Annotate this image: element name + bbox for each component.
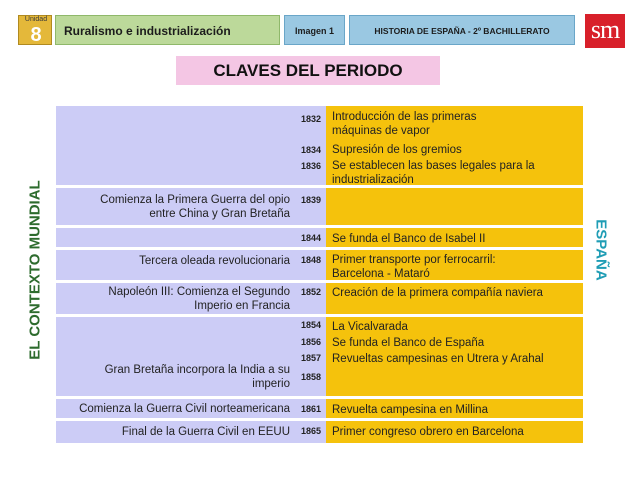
world-event (56, 250, 296, 280)
year: 1858 (300, 372, 322, 382)
table-row (56, 399, 583, 421)
world-event (56, 283, 296, 314)
spain-event (332, 253, 580, 281)
spain-event-line: Se establecen las bases legales para la (332, 160, 535, 172)
table-row (56, 421, 583, 443)
world-event-line: Comienza la Primera Guerra del opio (100, 193, 290, 206)
world-event-line: entre China y Gran Bretaña (149, 207, 290, 220)
unit-label: Unidad (24, 16, 48, 23)
spain-event: Revuelta campesina en Millina (332, 404, 488, 416)
spain-event: Se funda el Banco de Isabel II (332, 233, 486, 245)
year: 1852 (300, 287, 322, 297)
spain-event-line: máquinas de vapor (332, 125, 430, 137)
year: 1844 (300, 233, 322, 243)
page-title: CLAVES DEL PERIODO (176, 56, 440, 85)
spain-label (588, 200, 614, 300)
world-event-line: Imperio en Francia (194, 299, 290, 312)
unit-badge (18, 15, 52, 45)
world-event (56, 421, 296, 443)
spain-event: Revueltas campesinas en Utrera y Arahal (332, 353, 544, 365)
year: 1856 (300, 337, 322, 347)
unit-number: 8 (30, 24, 42, 46)
year: 1832 (300, 114, 322, 124)
table-row (56, 283, 583, 317)
spain-event: La Vicalvarada (332, 321, 408, 333)
world-event (56, 399, 296, 418)
spain-event-line: industrialización (332, 174, 414, 186)
spain-text: ESPAÑA (592, 219, 610, 281)
year: 1839 (300, 195, 322, 205)
publisher-logo: sm (585, 14, 625, 48)
table-row (56, 106, 583, 188)
world-context-label (22, 170, 48, 370)
year: 1836 (300, 161, 322, 171)
spain-event-line: Primer transporte por ferrocarril: (332, 254, 496, 266)
world-context-text: EL CONTEXTO MUNDIAL (26, 180, 44, 360)
world-event-line: Final de la Guerra Civil en EEUU (121, 426, 290, 438)
world-event-line: Napoleón III: Comienza el Segundo (108, 285, 290, 298)
spain-event: Se funda el Banco de España (332, 337, 485, 349)
spain-event (332, 110, 580, 138)
spain-event: Primer congreso obrero en Barcelona (332, 426, 524, 438)
year: 1854 (300, 320, 322, 330)
chapter-title: Ruralismo e industrialización (55, 15, 280, 45)
world-event-line: imperio (252, 378, 290, 390)
table-row (56, 228, 583, 250)
spain-event-line: Barcelona - Mataró (332, 268, 430, 280)
spain-event-line: Introducción de las primeras (332, 111, 477, 123)
year: 1861 (300, 404, 322, 414)
world-event-line: Comienza la Guerra Civil norteamericana (79, 402, 290, 415)
spain-event: Supresión de los gremios (332, 144, 462, 156)
spain-event: Creación de la primera compañía naviera (332, 287, 543, 299)
world-event (56, 357, 296, 397)
table-row (56, 317, 583, 399)
image-label: Imagen 1 (284, 15, 345, 45)
spain-event (332, 159, 580, 187)
world-event-line: Tercera oleada revolucionaria (139, 255, 290, 267)
table-row (56, 250, 583, 283)
timeline-table (56, 106, 583, 443)
table-row (56, 188, 583, 228)
world-event (56, 188, 296, 225)
year: 1834 (300, 145, 322, 155)
world-event-line: Gran Bretaña incorpora la India a su (104, 364, 290, 376)
year: 1865 (300, 426, 322, 436)
year: 1848 (300, 255, 322, 265)
year: 1857 (300, 353, 322, 363)
subject-label: HISTORIA DE ESPAÑA - 2º BACHILLERATO (349, 15, 575, 45)
